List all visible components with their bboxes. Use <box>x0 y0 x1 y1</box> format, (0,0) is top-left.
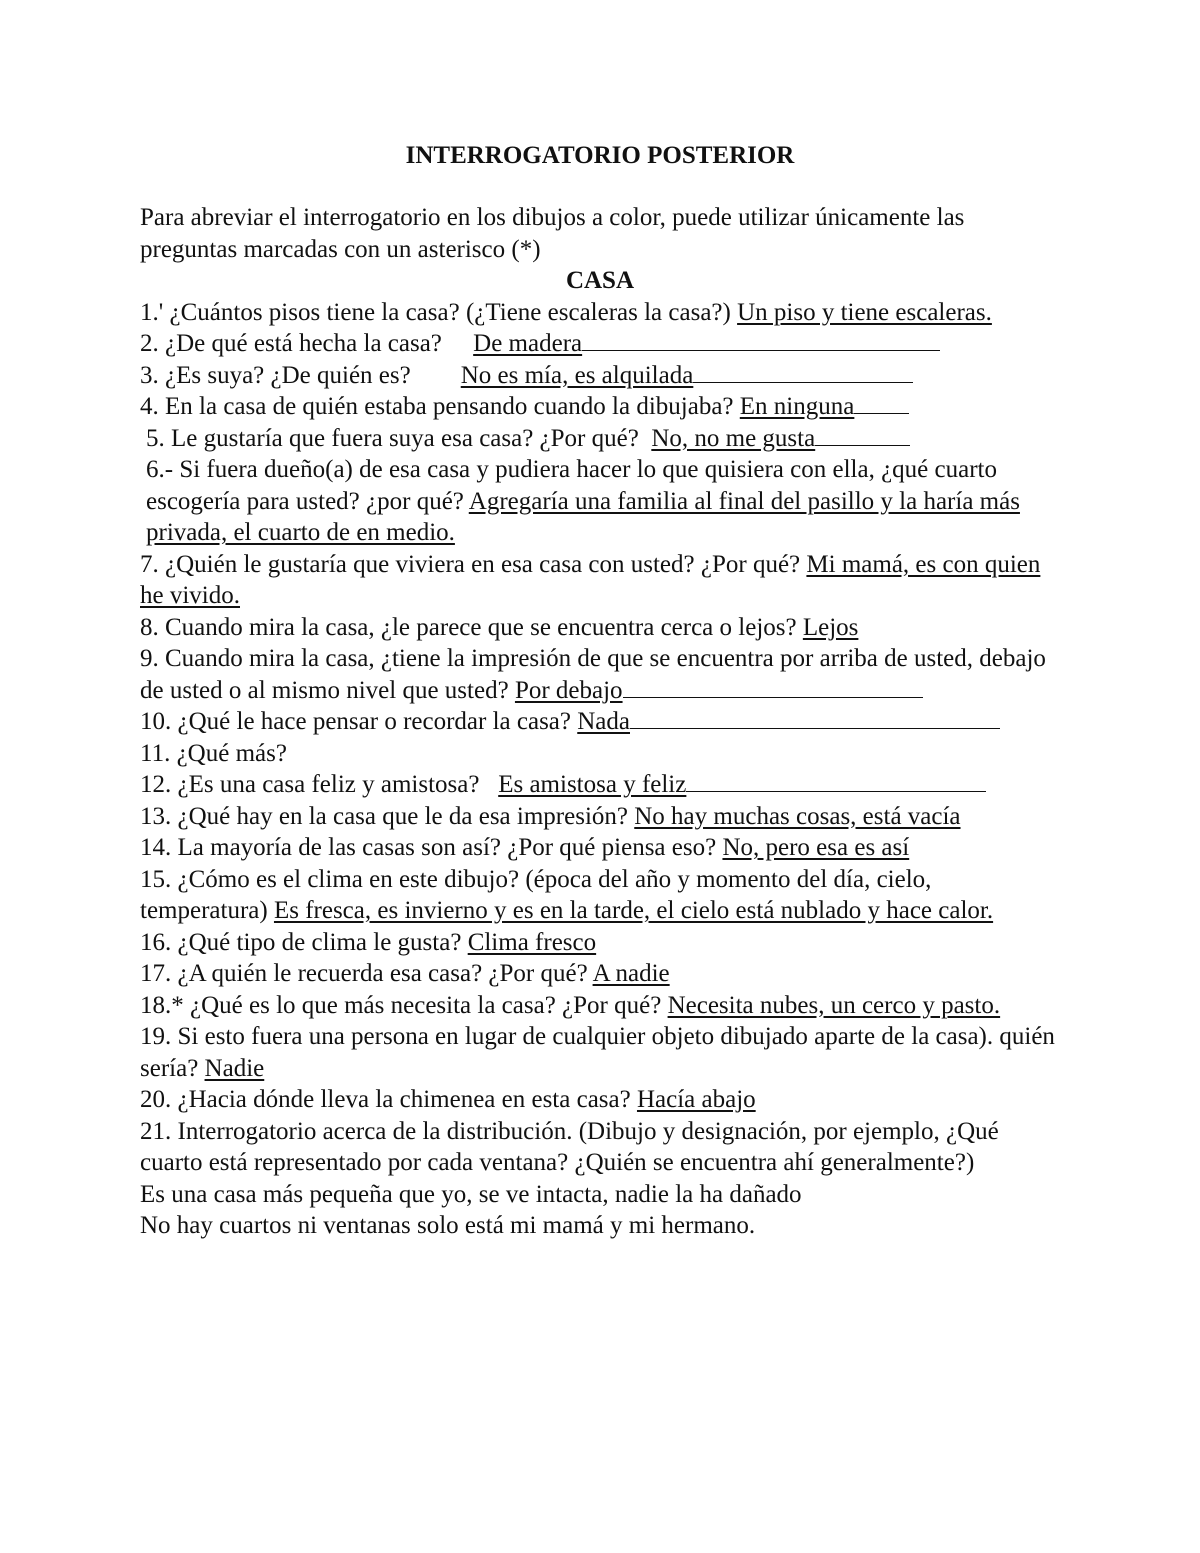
question-10 <box>140 706 1060 738</box>
question-text: 8. Cuando mira la casa, ¿le parece que se encuentra cerca o lejos? <box>140 613 803 641</box>
answer-text: Un piso y tiene escaleras. <box>737 298 992 326</box>
question-text: 15. ¿Cómo es el clima en este dibujo? (época del año y momento del día, cielo, temperatura) <box>140 865 932 924</box>
question-text: 13. ¿Qué hay en la casa que le da esa impresión? <box>140 802 635 830</box>
question-14 <box>140 832 1060 864</box>
question-20 <box>140 1084 1060 1116</box>
question-text: 12. ¿Es una casa feliz y amistosa? <box>140 771 499 798</box>
question-9 <box>140 643 1060 706</box>
question-6 <box>140 454 1060 549</box>
closing-line-2: No hay cuartos ni ventanas solo está mi mamá y mi hermano. <box>140 1212 756 1239</box>
question-21 <box>140 1116 1060 1179</box>
answer-text: Por debajo <box>514 676 623 704</box>
question-text: 19. Si esto fuera una persona en lugar de cualquier objeto dibujado aparte de la casa). quién sería? <box>140 1023 1055 1082</box>
question-text: 9. Cuando mira la casa, ¿tiene la impresión de que se encuentra por arriba de usted, debajo de usted o al mismo nivel que usted? <box>140 645 1046 704</box>
answer-blank-line <box>582 330 940 351</box>
answer-blank-line <box>686 771 986 792</box>
answer-blank-line <box>693 362 913 383</box>
question-text: 18.* ¿Qué es lo que más necesita la casa? ¿Por qué? <box>140 991 668 1019</box>
answer-text: Nadie <box>204 1054 265 1082</box>
answer-blank-line <box>630 708 1000 729</box>
question-16 <box>140 927 1060 959</box>
answer-text: Lejos <box>802 613 859 641</box>
answer-text: Agregaría una familia al final del pasillo y la haría más privada, el cuarto de en medio. <box>146 487 1020 546</box>
question-text: 21. Interrogatorio acerca de la distribución. (Dibujo y designación, por ejemplo, ¿Qué cuarto está representado por cada ventana? ¿Quién se encuentra ahí generalmente?) <box>140 1117 999 1176</box>
question-text: 20. ¿Hacia dónde lleva la chimenea en esta casa? <box>140 1086 637 1113</box>
answer-text: Es fresca, es invierno y es en la tarde, el cielo está nublado y hace calor. <box>273 897 994 924</box>
question-17 <box>140 958 1060 990</box>
answer-text: Hacía abajo <box>636 1086 756 1113</box>
question-text: 6.- Si fuera dueño(a) de esa casa y pudiera hacer lo que quisiera con ella, ¿qué cuarto escogería para usted? ¿por qué? <box>146 456 997 515</box>
question-8 <box>140 612 1060 644</box>
answer-blank-line <box>815 425 910 446</box>
question-text: 1.' ¿Cuántos pisos tiene la casa? (¿Tiene escaleras la casa?) <box>140 298 738 326</box>
question-text: 3. ¿Es suya? ¿De quién es? <box>140 361 461 389</box>
answer-text: Clima fresco <box>467 928 597 956</box>
answer-text: En ninguna <box>739 393 855 420</box>
document-title: INTERROGATORIO POSTERIOR <box>405 142 795 169</box>
answer-blank-line <box>854 393 909 414</box>
answer-text: Necesita nubes, un cerco y pasto. <box>667 991 1001 1019</box>
answer-text: De madera <box>473 330 583 357</box>
question-text: 11. ¿Qué más? <box>140 739 287 767</box>
question-12 <box>140 769 1060 801</box>
answer-text: Es amistosa y feliz <box>498 771 687 798</box>
answer-text: Mi mamá, es con quien he vivido. <box>140 550 1041 609</box>
question-text: 17. ¿A quién le recuerda esa casa? ¿Por qué? <box>140 960 593 987</box>
question-19 <box>140 1021 1060 1084</box>
section-heading: CASA <box>565 267 635 294</box>
question-text: 14. La mayoría de las casas son así? ¿Por qué piensa eso? <box>140 834 723 861</box>
answer-text: No hay muchas cosas, está vacía <box>634 802 961 830</box>
question-text: 2. ¿De qué está hecha la casa? <box>140 330 474 357</box>
question-18 <box>140 990 1060 1022</box>
answer-text: No es mía, es alquilada <box>460 361 694 389</box>
question-text: 16. ¿Qué tipo de clima le gusta? <box>140 928 468 956</box>
question-text: 7. ¿Quién le gustaría que viviera en esa casa con usted? ¿Por qué? <box>140 550 807 578</box>
question-5 <box>140 423 1060 455</box>
answer-text: Nada <box>577 708 630 735</box>
closing-line-1: Es una casa más pequeña que yo, se ve intacta, nadie la ha dañado <box>140 1180 802 1208</box>
answer-text: No, pero esa es así <box>722 834 910 861</box>
question-3 <box>140 360 1060 392</box>
question-15 <box>140 864 1060 927</box>
question-11 <box>140 738 1060 770</box>
document-page <box>140 140 1060 1242</box>
question-13 <box>140 801 1060 833</box>
question-text: 10. ¿Qué le hace pensar o recordar la casa? <box>140 708 578 735</box>
answer-blank-line <box>623 677 923 698</box>
answer-text: No, no me gusta <box>651 424 816 452</box>
question-text: 5. Le gustaría que fuera suya esa casa? ¿Por qué? <box>146 424 652 452</box>
question-1 <box>140 297 1060 329</box>
intro-paragraph: Para abreviar el interrogatorio en los dibujos a color, puede utilizar únicamente las preguntas marcadas con un asterisco (*) <box>140 204 965 263</box>
answer-text: A nadie <box>592 960 670 987</box>
question-2 <box>140 328 1060 360</box>
question-4 <box>140 391 1060 423</box>
question-7 <box>140 549 1060 612</box>
question-text: 4. En la casa de quién estaba pensando cuando la dibujaba? <box>140 393 740 420</box>
